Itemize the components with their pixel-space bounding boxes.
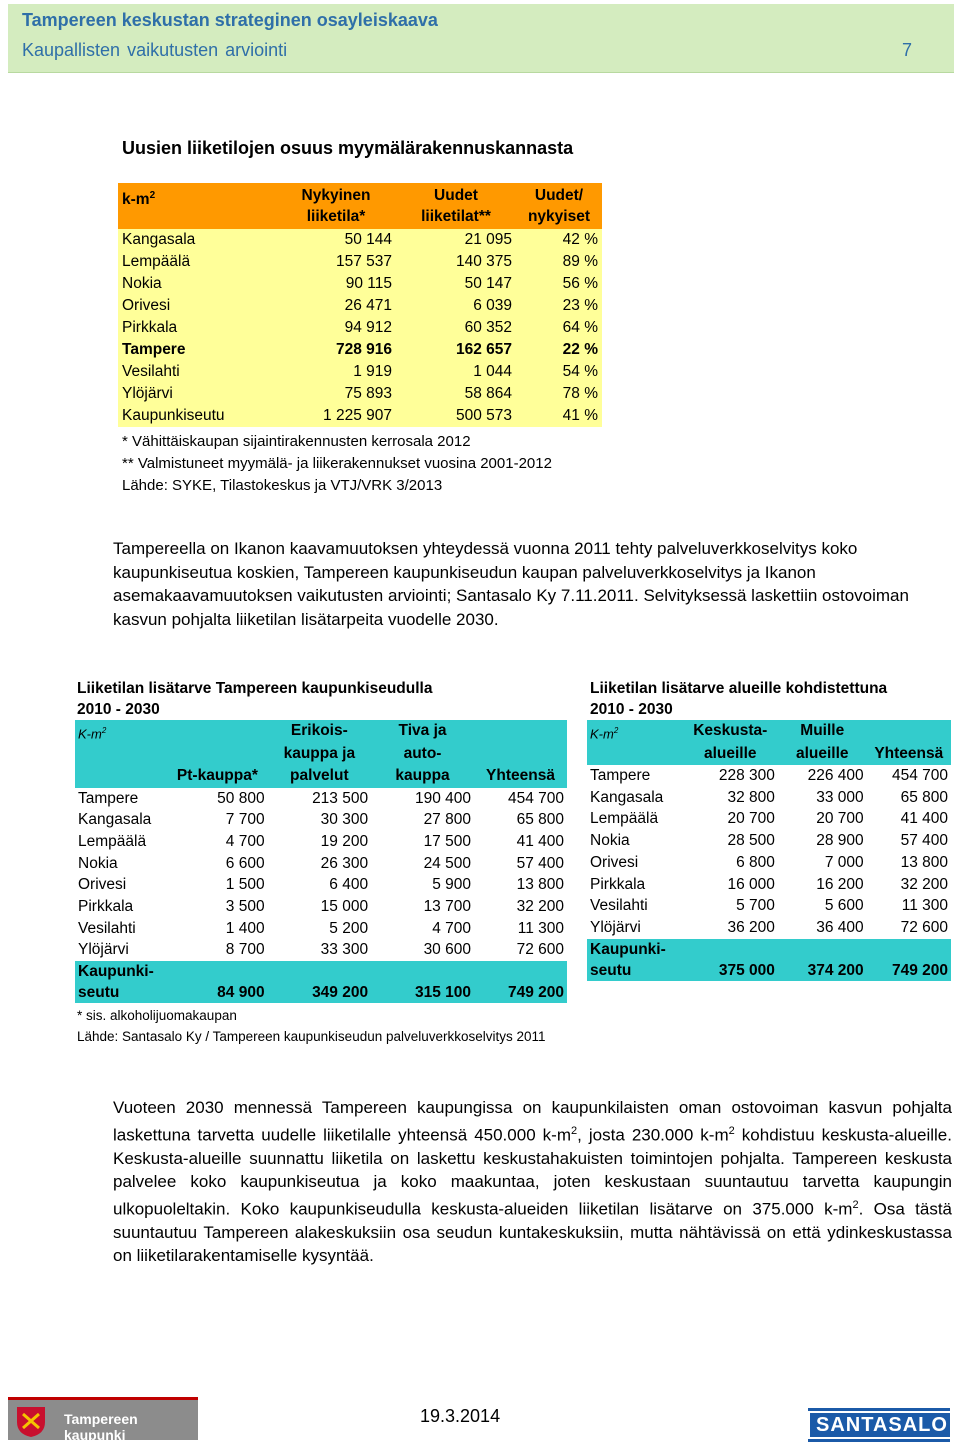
cell-value: 6 400: [329, 876, 369, 894]
cell-name: Pirkkala: [78, 898, 134, 916]
cell-name: Vesilahti: [118, 361, 276, 383]
unit-header: $K-m^2$: [75, 720, 167, 788]
cell-value: 57 400: [516, 854, 564, 872]
cell-current: 157 537: [276, 251, 396, 273]
cell-value: 454 700: [891, 767, 948, 784]
column-header: Muille alueille: [778, 720, 867, 765]
cell-value: 30 300: [320, 811, 369, 829]
cell-value: 50 800: [217, 789, 265, 807]
cell-value: 11 300: [901, 897, 948, 915]
cell-value: 13 800: [516, 876, 564, 894]
tampere-crest-icon: [14, 1404, 48, 1438]
cell-value: 7 700: [225, 811, 265, 829]
table-row: [118, 251, 602, 273]
cell-name: Ylöjärvi: [590, 918, 641, 936]
header-current: Nykyinen liiketila*: [276, 183, 396, 229]
cell-current: 94 912: [276, 317, 396, 339]
cell-new: 140 375: [396, 251, 516, 273]
cell-value: 17 500: [423, 832, 471, 850]
cell-name: Kangasala: [590, 788, 664, 806]
cell-value: 454 700: [507, 789, 564, 807]
tampere-logo: [8, 1400, 198, 1443]
cell-value: 1 500: [225, 876, 265, 894]
header-new: Uudet liiketilat**: [396, 183, 516, 229]
cell-name: Kangasala: [118, 229, 276, 251]
cell-value: 36 400: [816, 918, 864, 936]
cell-name: Orivesi: [590, 853, 639, 871]
cell-new: 6 039: [396, 295, 516, 317]
total-row: [75, 961, 567, 1003]
table-row: [75, 896, 567, 918]
cell-value: 16 000: [727, 875, 775, 893]
document-subtitle: Kaupallisten vaikutusten arviointi: [22, 40, 288, 60]
table-row: [587, 917, 951, 939]
cell-name: Tampere: [118, 339, 276, 361]
cell-value: 7 000: [824, 853, 864, 871]
source-note: Lähde: Santasalo Ky / Tampereen kaupunkiseudun palveluverkkoselvitys 2011: [77, 1029, 546, 1044]
column-header: Pt-kauppa*: [167, 720, 267, 788]
cell-value: 32 200: [900, 875, 948, 893]
cell-value: 8 700: [225, 941, 265, 959]
unit-header: $K-m^2$: [587, 720, 683, 765]
cell-value: 19 200: [320, 832, 369, 850]
table1-title: Uusien liiketilojen osuus myymälärakennuskannasta: [122, 138, 574, 158]
column-header: Keskusta- alueille: [683, 720, 778, 765]
new-retail-share-table: [118, 183, 602, 427]
cell-value: 16 200: [816, 875, 864, 893]
cell-value: 4 700: [432, 919, 471, 937]
cell-value: 349 200: [268, 961, 372, 1003]
cell-value: 28 900: [816, 832, 864, 850]
cell-ratio: 54 %: [516, 361, 602, 383]
cell-new: 162 657: [396, 339, 516, 361]
cell-name: Vesilahti: [78, 919, 136, 937]
page-header: [8, 4, 954, 73]
cell-value: 5 200: [329, 919, 369, 937]
table-row: [118, 383, 602, 405]
table-row: [118, 361, 602, 383]
table2-title: Liiketilan lisätarve Tampereen kaupunkiseudulla 2010 - 2030: [77, 680, 433, 718]
footer-date: 19.3.2014: [420, 1406, 501, 1426]
table-row: [75, 918, 567, 940]
cell-name: Orivesi: [78, 876, 127, 894]
table2-notes: [77, 1005, 546, 1047]
cell-value: 20 700: [816, 810, 864, 828]
table-row: [118, 405, 602, 427]
table-row: [587, 787, 951, 809]
column-header: Yhteensä: [474, 720, 567, 788]
cell-name: Lempäälä: [78, 832, 147, 850]
table-row: [587, 852, 951, 874]
cell-value: 5 900: [432, 876, 471, 894]
cell-new: 60 352: [396, 317, 516, 339]
cell-name: Pirkkala: [118, 317, 276, 339]
cell-new: 50 147: [396, 273, 516, 295]
cell-name: Lempäälä: [590, 810, 659, 828]
table-row: [587, 765, 951, 787]
santasalo-logo-text: SANTASALO: [808, 1411, 956, 1439]
cell-value: 6 800: [736, 853, 775, 871]
cell-ratio: 89 %: [516, 251, 602, 273]
note-alcohol: * sis. alkoholijuomakaupan: [77, 1008, 237, 1023]
cell-ratio: 56 %: [516, 273, 602, 295]
note-2: ** Valmistuneet myymälä- ja liikerakennukset vuosina 2001-2012: [122, 455, 552, 472]
cell-value: 84 900: [167, 961, 267, 1003]
cell-name: Kaupunkiseutu: [118, 405, 276, 427]
table-row: [75, 809, 567, 831]
table-row: [118, 339, 602, 361]
cell-value: 20 700: [727, 810, 775, 828]
cell-ratio: 22 %: [516, 339, 602, 361]
cell-value: 374 200: [778, 939, 867, 981]
cell-value: 315 100: [371, 961, 474, 1003]
cell-new: 1 044: [396, 361, 516, 383]
cell-value: 24 500: [423, 854, 471, 872]
cell-ratio: 23 %: [516, 295, 602, 317]
tampere-logo-text: Tampereen kaupunki: [64, 1411, 138, 1443]
cell-new: 58 864: [396, 383, 516, 405]
cell-value: 1 400: [225, 919, 265, 937]
cell-value: 4 700: [225, 832, 265, 850]
table-row: [75, 853, 567, 875]
cell-name: Vesilahti: [590, 897, 648, 915]
cell-value: 30 600: [423, 941, 471, 959]
cell-current: 1 919: [276, 361, 396, 383]
header-ratio: Uudet/ nykyiset: [516, 183, 602, 229]
cell-value: 15 000: [320, 898, 369, 916]
column-header: Tiva ja auto- kauppa: [371, 720, 474, 788]
cell-value: 190 400: [414, 789, 471, 807]
cell-value: 6 600: [225, 854, 265, 872]
cell-name: Ylöjärvi: [118, 383, 276, 405]
cell-value: 375 000: [683, 939, 778, 981]
cell-name: Kangasala: [78, 811, 152, 829]
table-row: [75, 874, 567, 896]
regional-demand-table: [75, 720, 567, 1003]
cell-value: 27 800: [423, 811, 471, 829]
cell-current: 75 893: [276, 383, 396, 405]
cell-ratio: 78 %: [516, 383, 602, 405]
cell-current: 90 115: [276, 273, 396, 295]
note-1: * Vähittäiskaupan sijaintirakennusten kerrosala 2012: [122, 433, 471, 450]
cell-value: 11 300: [517, 919, 564, 937]
cell-value: 28 500: [727, 832, 775, 850]
cell-new: 21 095: [396, 229, 516, 251]
cell-value: 57 400: [900, 832, 948, 850]
cell-name: Lempäälä: [118, 251, 276, 273]
cell-name: Nokia: [118, 273, 276, 295]
cell-current: 50 144: [276, 229, 396, 251]
cell-value: 5 700: [736, 897, 775, 915]
cell-name: Tampere: [590, 767, 651, 784]
table3-title: Liiketilan lisätarve alueille kohdistettuna 2010 - 2030: [590, 680, 888, 718]
cell-name: Nokia: [590, 832, 630, 850]
table-row: [75, 788, 567, 810]
table1-notes: [122, 431, 552, 497]
cell-new: 500 573: [396, 405, 516, 427]
cell-value: 41 400: [900, 810, 948, 828]
cell-ratio: 42 %: [516, 229, 602, 251]
table-row: [75, 831, 567, 853]
cell-value: 32 200: [516, 898, 564, 916]
cell-name: Ylöjärvi: [78, 941, 129, 959]
table-row: [118, 229, 602, 251]
cell-name: Pirkkala: [590, 875, 646, 893]
table-row: [118, 273, 602, 295]
conclusion-paragraph: Vuoteen 2030 mennessä Tampereen kaupungissa on kaupunkilaisten oman ostovoiman kasvun pohjalta laskettuna tarvetta uudelle liiketilalle yhteensä 450.000 $k-m^2$, josta 230.000 $k-m^2$ kohdistuu keskusta-alueille. Keskusta-alueille suunnattu liiketila on laskettu keskustahakuisten toimintojen pohjalta. Tampereen keskusta palvelee koko kaupunkiseutua ja koko maakuntaa, joten keskustaan suuntautuu tarvetta kaupungin ulkopuoleltakin. Koko kaupunkiseudulla keskusta-alueiden liiketilan lisätarve on 375.000 $k-m^2$. Osa tästä suuntautuu Tampereen alakeskuksiin osa seudun kuntakeskuksiin, mutta nähtävissä on että ydinkeskustassa on liiketilarakentamiselle kysyntää.: [113, 1098, 952, 1266]
cell-current: 728 916: [276, 339, 396, 361]
table-row: [118, 317, 602, 339]
intro-paragraph: Tampereella on Ikanon kaavamuutoksen yhteydessä vuonna 2011 tehty palveluverkkoselvitys koko kaupunkiseutua koskien, Tampereen kaupunkiseudun kaupan palveluverkkoselvitys ja Ikanon asemakaavamuutoksen vaikutusten arviointi; Santasalo Ky 7.11.2011. Selvityksessä laskettiin ostovoiman kasvun pohjalta liiketilan lisätarpeita vuodelle 2030.: [113, 539, 909, 629]
cell-value: 41 400: [516, 832, 564, 850]
table-row: [587, 874, 951, 896]
table-row: [587, 830, 951, 852]
cell-value: 65 800: [900, 788, 948, 806]
cell-value: 33 000: [816, 788, 864, 806]
table-row: [587, 895, 951, 917]
cell-value: 33 300: [320, 941, 369, 959]
cell-value: 226 400: [807, 767, 864, 784]
page-number: 7: [901, 40, 912, 60]
cell-value: 65 800: [516, 811, 564, 829]
column-header: Yhteensä: [867, 720, 951, 765]
cell-value: 749 200: [474, 961, 567, 1003]
unit-header: $k-m^2$: [118, 183, 276, 229]
cell-value: 26 300: [320, 854, 369, 872]
column-header: Erikois- kauppa ja palvelut: [268, 720, 372, 788]
cell-current: 1 225 907: [276, 405, 396, 427]
cell-name: Kaupunki- seutu: [75, 961, 167, 1003]
cell-value: 13 700: [423, 898, 471, 916]
cell-value: 36 200: [727, 918, 775, 936]
santasalo-logo: [808, 1408, 950, 1442]
table-row: [587, 808, 951, 830]
cell-value: 5 600: [824, 897, 864, 915]
cell-value: 32 800: [727, 788, 775, 806]
cell-name: Kaupunki- seutu: [587, 939, 683, 981]
source-note: Lähde: SYKE, Tilastokeskus ja VTJ/VRK 3/2013: [122, 477, 443, 494]
cell-ratio: 41 %: [516, 405, 602, 427]
cell-current: 26 471: [276, 295, 396, 317]
cell-value: 749 200: [867, 939, 951, 981]
cell-value: 13 800: [900, 853, 948, 871]
table-row: [118, 295, 602, 317]
area-demand-table: [587, 720, 951, 981]
cell-value: 72 600: [516, 941, 564, 959]
total-row: [587, 939, 951, 981]
document-title: Tampereen keskustan strateginen osayleiskaava: [22, 10, 438, 30]
cell-name: Orivesi: [118, 295, 276, 317]
cell-name: Tampere: [78, 789, 139, 807]
cell-value: 228 300: [718, 767, 775, 784]
cell-name: Nokia: [78, 854, 118, 872]
cell-ratio: 64 %: [516, 317, 602, 339]
table-row: [75, 939, 567, 961]
cell-value: 3 500: [225, 898, 265, 916]
cell-value: 213 500: [312, 789, 369, 807]
cell-value: 72 600: [900, 918, 948, 936]
